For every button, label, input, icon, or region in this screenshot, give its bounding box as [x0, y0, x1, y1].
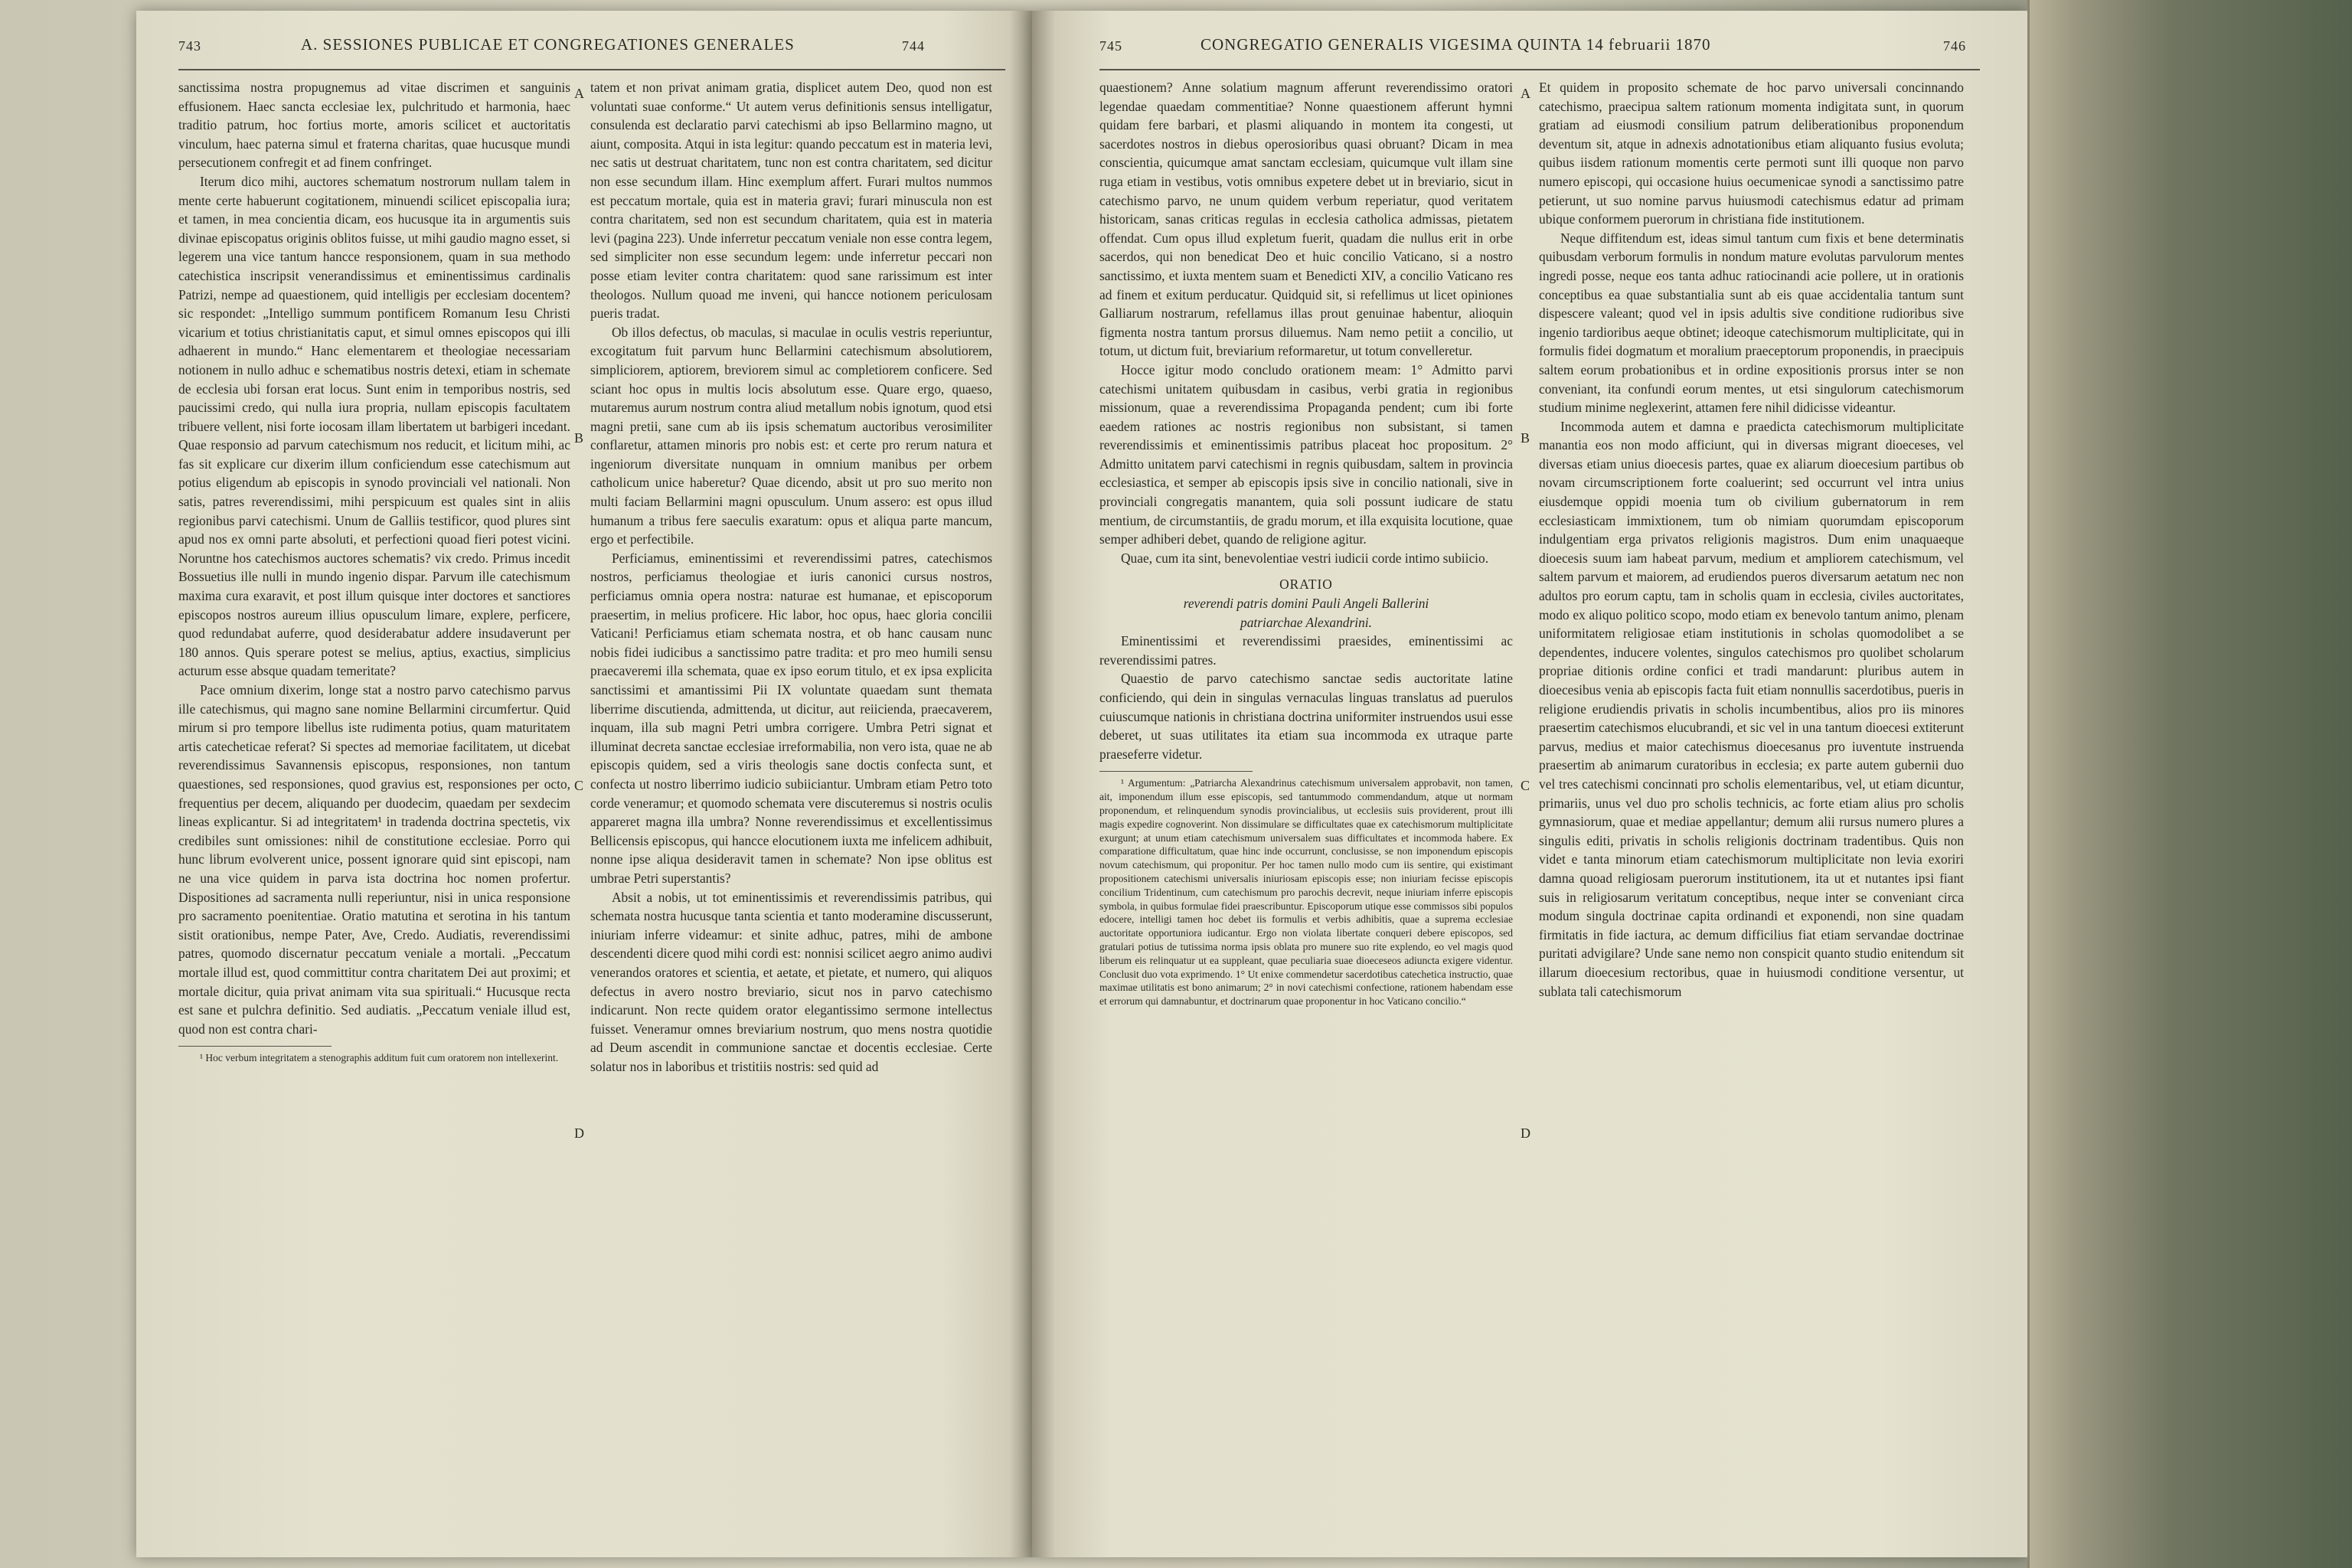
paragraph: tatem et non privat animam gratia, displicet autem Deo, quod non est voluntati suae conforme.“ Ut autem verus definitionis sensus intelligatur, consulenda est declaratio parvi catechismi ab ipso Bellarmino magno, ut aiunt, composita. Atqui in ista legitur: quando peccatum est in materia levi, nec satis ut destruat charitatem, tunc non est contra charitatem, sed dicitur non esse secundum illam. Hinc exemplum affert. Furari multos nummos est peccatum mortale, quia est in materia gravi; furari minuscula non est contra charitatem, sed non est secundum charitatem, quia est in materia levi (pagina 223). Unde inferretur peccatum veniale non esse contra legem, sed simpliciter non esse secundum legem: unde inferretur peccari non posse etiam leviter contra charitatem: quod sane rarissimum est inter theologos. Nullum quoad me inveni, qui hancce notionem periculosam pueris tradat. [590, 80, 992, 322]
paragraph: Incommoda autem et damna e praedicta catechismorum multiplicitate manantia eos non modo afficiunt, qui in diversas migrant dioeceses, vel diversas etiam unius dioecesis partes, quae ex aliarum dioecesium partibus ob novam circumscriptionem forte coaluerint; sed occurrunt vel intra unius eiusdemque oppidi moenia tum ob civilium gubernatorum in rem ecclesiasticam immixtionem, tum ob nimiam quorumdam episcoporum indulgentiam erga privatos religionis magistros. Dum enim unaquaeque dioecesis suum iam habeat parvum, medium et ampliorem catechismum, vel saltem parvum et maiorem, ad erudiendos pueros diversarum aetatum nec non adultos pro eorum captu, tam in scholis quam in ecclesia, civiles auctoritates, modo ex aliquo politico scopo, modo etiam ex benevolo tantum animo, plenam uniformitatem religiosae etiam institutionis in scholas quomodolibet a se dependentes, inducere volentes, singulos catechismos pro quolibet scholarum propriae ditionis ordine confici et tradi mandarunt: pluribus autem in dioecesibus venia ab episcopis facta fuit etiam nonnullis sacerdotibus, pueris in religione erudiendis privatis in scholis incumbentibus, alios pro iis minores praesertim catechismos elucubrandi, et sic vel in una tantum dioecesi extiterunt parvus, medius et maior catechismus dioecesanus pro iuventute instruenda praesertim ab animarum curatoribus in ecclesia; ex parte autem gubernii duo vel tres catechismi concinnati pro scholis elementaribus, vel, ut etiam dicuntur, primariis, unus vel duo pro scholis technicis, ac forte etiam alius pro scholis gymnasiorum, quae et mediae appellantur; demum alii rursus numero plures a singulis editi, privatis in scholis religionis doctrinam tradentibus. Quis non videt e tanta minorum etiam catechismorum multiplicitate non levia exoriri damna quoad religiosam puerorum institutionem, ita ut et nutantes ipsi fiant suis in religiosarum veritatum conceptibus, neque inter se conveniant circa modum singula doctrinae capita ordinandi et exponendi, non sine quadam firmitatis in fide iactura, ac demum difficilius fiat etiam servandae doctrinae puritati advigilare? Unde sane nemo non conspicit quanto studio enitendum sit illarum dioecesium rectoribus, quae in huiusmodi conditione versentur, ut sublata tali catechismorum [1539, 418, 1964, 999]
right-column-2 [1539, 78, 1964, 1552]
page-edge-line [2027, 0, 2030, 1568]
book-gutter [1009, 11, 1055, 1557]
paragraph: Iterum dico mihi, auctores schematum nostrorum nullam talem in mente certe habuerunt cogitationem, minuendi scilicet episcopalia iura; et tamen, in mea concientia dicam, eos hucusque ita in argumentis suis divinae episcopatus originis oblitos fuisse, ut mihi gaudio magno esset, si legerem una vice tantum hancce responsionem, quam in sua methodo catechistica inscripsit venerandissimus et eminentissimus cardinalis Patrizi, nempe ad quaestionem, quid intelligis per ecclesiam docentem? sic respondet: „Intelligo summum pontificem Romanum Iesu Christi vicarium et totius christianitatis caput, et simul omnes episcopos qui illi adhaerent in mundo.“ Hanc elementarem et theologiae necessariam notionem in nullo adhuc e schematibus nostris detexi, etiam in schemate de ecclesia ubi forsan erat locus. Sunt enim in temporibus nostris, sed paucissimi credo, qui nulla iura propria, nullam episcopis facultatem tribuere vellent, nisi forte iocosam illam libertatem ut barbigeri incedant. Quae responsio ad parvum catechismum nos reducit, et licitum mihi, ac fas sit explicare cur dixerim illum conficiendum esse catechismum aut potius eligendum ab episcopis in synodo provinciali vel nationali. Non satis, patres reverendissimi, mihi perspicuum est quales sint in aliis regionibus parvi catechismi. Unum de Galliis testificor, quod plures sint apud nos ex omni parte absoluti, et perfectioni quoad fieri potest vicini. Noruntne hos catechismos auctores schematis? vix credo. Primus incedit Bossuetius ille nulli in mundo ingenio dispar. Parvum ille catechismum maxima cura exaravit, et post illum quisque inter doctores et sanctiores episcopos nostros aureum illius opusculum limare, explere, perficere, quod redundabat auferre, quod desiderabatur addere insudaverunt per 180 annos. Quis sperare potest se melius, aptius, exactius, simplicius acturum esse absque quadam temeritate? [178, 173, 570, 679]
section-marker-d: D [1521, 1125, 1530, 1141]
right-column-1 [1099, 78, 1513, 1552]
footnote-rule [178, 1046, 332, 1047]
section-marker-b: B [574, 430, 584, 446]
section-marker-c: C [574, 778, 584, 793]
oratio-title: ORATIO [1279, 577, 1333, 593]
header-rule [178, 69, 1005, 70]
paragraph: Et quidem in proposito schemate de hoc parvo universali concinnando catechismo, praecipua saltem rationum momenta indigitata sunt, in quorum gratiam ad eiusmodi consilium patrum deliberationibus proponendum deventum sit, atque in adnexis adnotationibus etiam aliquanto fusius evoluta; quibus iisdem rationum momentis certe permoti sunt illi quoque non parvo numero episcopi, qui occasione huius oecumenicae synodi a sanctissimo patre petierunt, ut suo nomine parvus huiusmodi catechismus edatur ad primam ubique conformem puerorum in christiana fide institutionem. [1539, 80, 1964, 227]
page-number-745: 745 [1099, 38, 1122, 54]
running-head-right: CONGREGATIO GENERALIS VIGESIMA QUINTA 14 februarii 1870 [1200, 35, 1711, 54]
left-page [136, 11, 1032, 1557]
left-header [136, 32, 1032, 63]
left-column-1 [178, 78, 570, 1552]
left-column-2 [590, 78, 992, 1552]
book-cover-edge [2027, 0, 2352, 1568]
paragraph: Eminentissimi et reverendissimi praesides, eminentissimi ac reverendissimi patres. [1099, 633, 1513, 668]
header-rule [1099, 69, 1980, 70]
running-head-left: A. SESSIONES PUBLICAE ET CONGREGATIONES GENERALES [301, 35, 795, 54]
section-marker-d: D [574, 1125, 584, 1141]
section-marker-c: C [1521, 778, 1530, 793]
paragraph: Quaestio de parvo catechismo sanctae sedis auctoritate latine conficiendo, qui dein in singulas vernaculas linguas translatus ad puerulos cuiuscumque nationis in christiana doctrina uniformiter instruendos usui esse deberet, ut suas utilitates ita etiam sua incommoda ex utraque parte praeseferre videtur. [1099, 671, 1513, 762]
paragraph: Pace omnium dixerim, longe stat a nostro parvo catechismo parvus ille catechismus, qui magno sane nomine Bellarmini circumfertur. Quid mirum si pro tempore libellus iste rudimenta potius, quam maturitatem artis catecheticae referat? Si spectes ad memoriae facilitatem, ut dicebat reverendissimus Savannensis episcopus, responsiones, non tantum quaestiones, sed responsiones, quod gravius est, responsiones per octo, frequentius per decem, aliquando per duodecim, quaedam per sexdecim lineas explicantur. Si ad integritatem¹ in tradenda doctrina spectetis, vix credibiles sunt omissiones: nihil de constitutione ecclesiae. Porro qui hunc librum evolverent unice, possent ignorare quid sint episcopi, nam ne una vice quidem in parva ista doctrina hoc nomen profertur. Dispositiones ad sacramenta nulli reperiuntur, nisi in unica responsione pro sacramento poenitentiae. Oratio matutina et serotina in his tantum sistit orationibus, nempe Pater, Ave, Credo. Audiatis, reverendissimi patres, quomodo discernatur peccatum veniale a mortali. „Peccatum mortale illud est, quod committitur contra charitatem Dei aut proximi; et mortale dicitur, quia privat animam vita sua spirituali.“ Hucusque recta est sane et pulchra definitio. Sed audiatis. „Peccatum veniale illud est, quod non est contra chari- [178, 682, 570, 1037]
page-number-743: 743 [178, 38, 201, 54]
paragraph: Hocce igitur modo concludo orationem meam: 1° Admitto parvi catechismi unitatem quibusdam in casibus, verbi gratia in regionibus missionum, quae a reverendissima Propaganda pendent; cum ibi forte eaedem rationes ac nostris regionibus non subsistant, si tamen reverendissimis et eminentissimis patribus placeat hoc propositum. 2° Admitto unitatem parvi catechismi in regnis quibusdam, saltem in provincia ecclesiastica, et semper ab episcopis ipsis sive in concilio nationali, sive in provinciali congregatis manantem, quia soli possunt iudicare de statu mentium, de circumstantiis, de gradu morum, et illa exquisita locutione, quae semper adhiberi debet, quando de religione agitur. [1099, 361, 1513, 547]
section-marker-b: B [1521, 430, 1530, 446]
footnote-rule [1099, 771, 1253, 772]
paragraph: Ob illos defectus, ob maculas, si maculae in oculis vestris reperiuntur, excogitatum fuit parvum hunc Bellarmini catechismum absolutiorem, simpliciorem, aptiorem, breviorem simul ac completiorem conficere. Sed sciant hoc opus in multis locis absolutum esse. Quare ergo, quaeso, mutaremus aurum nostrum contra aliud metallum nobis ignotum, quod etsi magni pretii, sane cum ab iis ipsis schematum auctoribus verosimiliter conflaretur, attamen minoris pro nobis est: et certe pro rerum natura et ingeniorum diversitate nunquam in omnium manibus per orbem catholicum unice haberetur? Quae dicendo, absit ut pro suo merito non multi faciam Bellarmini magni opusculum. Unum assero: est opus illud humanum a tribus fere saeculis exaratum: opus et aliqua parte mancum, ergo et perfectibile. [590, 324, 992, 547]
paragraph: Neque diffitendum est, ideas simul tantum cum fixis et bene determinatis quibusdam verborum formulis in nondum mature evolutas parvulorum mentes ingredi posse, neque eos tanta adhuc ratiocinandi acie pollere, ut in orationis conceptibus ea quae substantialia sunt ab eis quae accidentalia tantum sunt dispescere valeant; quod vel in ipsis adultis sive conditione rudioribus sive ingenio tardioribus aeque obtinet; ideoque catechismorum multiplicitate, qui in formulis fidei dogmatum et moralium praeceptorum proponendis, in praecipuis saltem eorum probationibus et in ordine expositionis prorsus inter se non conveniant, ita confundi eorum mentes, ut etsi singulorum catechismorum studium minime neglexerint, attamen fere nihil didicisse videantur. [1539, 230, 1964, 416]
paragraph: sanctissima nostra propugnemus ad vitae discrimen et sanguinis effusionem. Haec sancta ecclesiae lex, pulchritudo et harmonia, haec traditio patrum, hoc fortius morte, amoris scilicet et auctoritatis vinculum, haec paterna simul et fraterna charitas, quae hucusque mundi persecutionem confregit et ad finem confringet. [178, 80, 570, 171]
page-number-744: 744 [902, 38, 925, 54]
paragraph: Perficiamus, eminentissimi et reverendissimi patres, catechismos nostros, perficiamus theologiae et iuris canonici cursus nostros, perficiamus omnia opera nostra: naturae est humanae, et episcoporum praesertim, in melius proficere. Hic labor, hoc opus, haec gloria concilii Vaticani! Perficiamus etiam schemata nostra, et ob hanc causam nunc nobis fidei iudicibus a sanctissimo patre tradita: et pro meo humili sensu praecaveremi illa schemata, quae ex ipso eorum titulo, et ex ipsa explicita sanctissimi et amantissimi Pii IX voluntate quaedam sunt themata liberrime discutienda, admittenda, ut dicitur, aut reiicienda, praecaverem, inquam, illa sub magni Petri umbra corrigere. Umbra Petri signat et illuminat decreta sanctae ecclesiae irreformabilia, non vero ista, quae ne ab episcopis quidem, sed a viris theologis sane doctis confecta sunt, et confecta ut nostro liberrimo iudicio subiiciantur. Umbram etiam Petro toto corde veneramur; et quomodo schemata vere discuteremus si nostris oculis appareret magna illa umbra? Nonne reverendissimus et excellentissimus Bellicensis episcopus, qui hancce elocutionem iuxta me infelicem adhibuit, nonne ipse aliqua desideravit tamen in schemate? Non ipse oblitus est umbrae Petri superstantis? [590, 550, 992, 886]
footnote: ¹ Hoc verbum integritatem a stenographis additum fuit cum oratorem non intellexerint. [200, 1052, 559, 1064]
oratio-subtitle: reverendi patris domini Pauli Angeli Ballerini [1183, 596, 1429, 612]
oratio-subtitle: patriarchae Alexandrini. [1240, 614, 1372, 630]
paragraph: Quae, cum ita sint, benevolentiae vestri iudicii corde intimo subiicio. [1121, 550, 1489, 566]
paragraph: Absit a nobis, ut tot eminentissimis et reverendissimis patribus, qui schemata nostra hucusque tanta scientia et tanto moderamine discusserunt, iniuriam inferre videamur: et sinite adhuc, patres, mihi de ambone descendenti dicere quod mihi cordi est: nonnisi scilicet aegro animo audivi venerandos oratores et scientia, et aetate, et pietate, et numero, qui aliquos defectus in avero nostro breviario, sicut nos in parvo catechismo indicarunt. Non recte quidem orator elegantissimo sermone intellectus fuisset. Veneramur omnes breviarium nostrum, quo mens nostra quotidie ad Deum ascendit in communione sanctae et docentis ecclesiae. Certe solatur nos in laboribus et tristitiis nostris: sed quid ad [590, 889, 992, 1074]
section-marker-a: A [574, 86, 584, 101]
right-header [1032, 32, 2027, 63]
page-number-746: 746 [1943, 38, 1966, 54]
paragraph: quaestionem? Anne solatium magnum afferunt reverendissimo oratori legendae quaedam commentitiae? Nonne quaestionem afferunt hymni quidam fere barbari, et plasmi aliquando in montem ita congesti, ut sacerdotes nostros in diebus operosioribus quasi obruant? Dicam in mea conscientia, quicumque amat sanctam ecclesiam, quicumque vult illam sine ruga etiam in vestibus, votis omnibus expetere debet ut in breviario, sicut in catechismo parvo, ne unum quidem verbum reperiatur, quod veritatem historicam, sanas criticas regulas in ecclesia catholica admissas, pietatem offendat. Cum opus illud expletum fuerit, quadam die nullus erit in orbe sacerdos, qui non benedicat Deo et huic concilio Vaticano, si a nostro sanctissimo, et iuxta mentem suam et Benedicti XIV, a concilio Vaticano res ad finem et exitum perducatur. Quidquid sit, si refellimus ut licet opiniones Galliarum nostrarum, refellamus illas prout genuinae habentur, alioquin figmenta nostra tantum prorsus diluemus. Nam nemo petiit a concilio, ut totum, ut dictum fuit, breviarium reformaretur, ut totum convelleretur. [1099, 80, 1513, 359]
right-page [1032, 11, 2027, 1557]
section-marker-a: A [1521, 86, 1530, 101]
footnote: ¹ Argumentum: „Patriarcha Alexandrinus catechismum universalem approbavit, non tamen, ait, imponendum illum esse episcopis, sed tantummodo commendandum, atque ut normam proponendum, et relinquendum synodis provincialibus, ut ecclesiis suis providerent, prout illi magis expedire cognoverint. Non dissimulare se difficultates quae ex catechismorum multiplicitate exurgunt; at unum etiam catechismum universalem suas difficultates et incommoda habere. Ex comparatione difficultatum, quae hinc inde occurrunt, conclusisse, se non imponendum episcopis novum catechismum, qui proponitur. Per hoc tamen nullo modo cum iis sentire, qui existimant propositionem catechismi universalis iniuriosam episcopis esse; non iniuriam fecisse episcopis concilium Tridentinum, cum catechismum pro parochis decrevit, neque iniuriam inferre episcopis symbola, in quibus formulae fidei praescribuntur. Episcoporum utique esse commissos sibi populos edocere, intelligi tamen hoc debet iis formulis et verbis adhibitis, quae a suprema ecclesiae auctoritate opportuniora iudicantur. Ergo non violata libertate conqueri debere episcopos, sed gratulari potius de tutissima norma ipsis oblata pro munere suo rite explendo, eo vel magis quod liberum eis relinquatur ut ea suppleant, quae peculiaria suae dioeceseos adiuncta exigere videntur. Conclusit duo vota exprimendo. 1° Ut enixe commendetur sacerdotibus catechetica instructio, quae maximae utilitatis est bono animarum; 2° in novi catechismi confectione, rationem habendam esse et errorum qui damnabuntur, et doctrinarum quae proponentur in hoc Vaticano concilio.“ [1099, 777, 1513, 1008]
